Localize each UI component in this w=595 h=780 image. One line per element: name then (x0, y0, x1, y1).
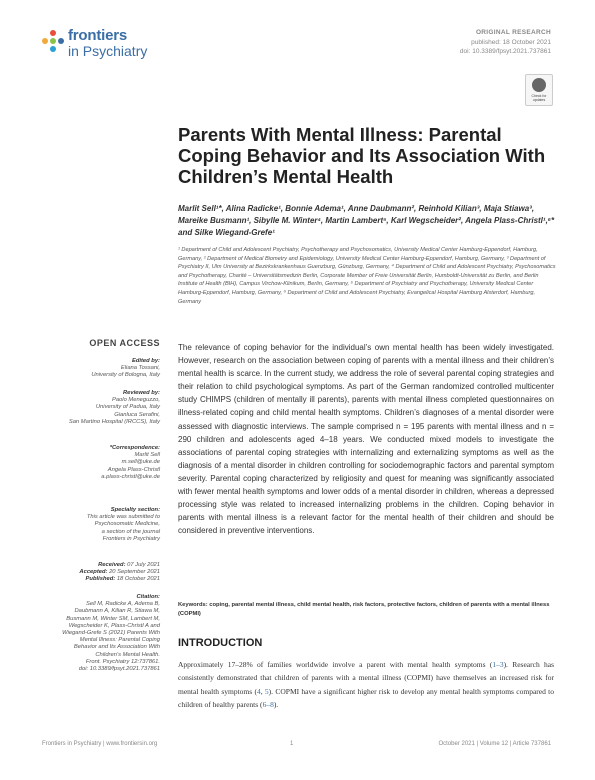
citation-link[interactable]: 1–3 (492, 660, 504, 669)
corr-1-name: Marlit Sell (134, 452, 160, 459)
correspondence-heading: *Correspondence: (109, 445, 160, 451)
editor-institution: University of Bologna, Italy (91, 372, 160, 379)
check-for-updates-button[interactable] (525, 74, 553, 106)
citation-line: Sell M, Radicke A, Adema B, (86, 601, 160, 608)
footer-journal[interactable]: Frontiers in Psychiatry | www.frontiersin.org (42, 741, 158, 747)
citation-line: Wegscheider K, Plass-Christl A and (68, 622, 160, 629)
editor-name: Eliana Tossani, (120, 365, 160, 372)
citation-link[interactable]: 6–8 (262, 700, 274, 710)
corr-1-email[interactable]: m.sell@uke.de (121, 459, 160, 466)
accepted-date: 20 September 2021 (109, 569, 160, 576)
specialty-line: Psychosomatic Medicine, (94, 521, 160, 528)
page-number: 1 (290, 741, 294, 747)
citation-line: Wiegand-Grefe S (2021) Parents With (62, 630, 160, 637)
reviewer-2-name: Gianluca Serafini, (114, 411, 160, 418)
citation-line: Behavior and Its Association With (73, 644, 160, 651)
citation (20, 594, 160, 673)
received-label: Received: (98, 562, 126, 568)
reviewer-1-name: Paolo Meneguzzo, (111, 397, 160, 404)
intro-text: , (260, 686, 265, 696)
citation-line: Busmann M, Winter SM, Lambert M, (66, 615, 160, 622)
intro-text: Approximately 17–28% of families worldwide involve a parent with mental health symptoms ( (178, 660, 493, 669)
citation-line: Daubmann A, Kilian R, Stiawa M, (74, 608, 160, 615)
keywords: Keywords: coping, parental mental illness, child mental health, risk factors, protective factors, children of parents with a mental illness (COPMI) (178, 602, 550, 617)
reviewer-1-institution: University of Padua, Italy (95, 404, 160, 411)
logo-text-frontiers: frontiers (68, 27, 128, 44)
reviewer-2-institution: San Martino Hospital (IRCCS), Italy (68, 418, 160, 425)
footer-issue: October 2021 | Volume 12 | Article 737861 (438, 741, 551, 747)
article-title: Parents With Mental Illness: Parental Coping Behavior and Its Association With Children’s Mental Health (178, 124, 546, 187)
specialty-line: This article was submitted to (86, 514, 160, 521)
author-list: Marlit Sell¹*, Alina Radicke¹, Bonnie Adema¹, Anne Daubmann², Reinhold Kilian³, Maja Stiawa³, Mareike Busmann¹, Sibylle M. Winter⁴, Martin Lambert⁵, Karl Wegscheider², Angela Plass-Christl¹,⁶* and Silke Wiegand-Grefe¹ (178, 204, 555, 237)
edited-by-heading: Edited by: (131, 358, 160, 364)
abstract: The relevance of coping behavior for the individual’s own mental health has been widely investigated. However, research on the association between coping of parents with a mental illness and their children’s mental health is scarce. In the current study, we address the role of several parental coping strategies and their relation to child psychological symptoms. As part of the German randomized controlled multicenter study CHIMPS (children of mentally ill parents), parents with mental illness completed questionnaires on illness-related coping and child mental health symptoms. Children’s diagnoses of a mental disorder were assessed with diagnostic interviews. The sample comprised n = 195 parents with mental illness and n = 290 children and adolescents aged 4–18 years. We conducted mixed models to investigate the associations of parental coping strategies with internalizing and externalizing symptoms as well as the diagnosis of a mental disorder in children controlling for sociodemographic factors and parental symptom severity. Parental coping characterized by religiosity and quest for meaning was significantly associated with fewer mental health symptoms and lower odds of a mental disorder in children, whereas a depressed processing style was related to increased internalizing problems in the children. Coping behavior in parents with mental illness is a relevant factor for the mental health of their children and should be considered in preventive interventions. (178, 343, 554, 536)
citation-line: Mental Illness: Parental Coping (79, 637, 160, 644)
specialty-heading: Specialty section: (110, 507, 160, 513)
updates-icon (532, 78, 546, 92)
intro-text: ). Research has consistently demonstrated that children of parents with a mental illness (COPMI) have themselves an increased risk for mental health symptoms ( (178, 660, 554, 696)
citation-heading: Citation: (136, 594, 160, 600)
article-type: ORIGINAL RESEARCH (475, 29, 551, 36)
accepted-label: Accepted: (79, 569, 108, 576)
dates (20, 562, 160, 584)
logo-text-journal: in Psychiatry (68, 43, 148, 59)
introduction-paragraph (178, 658, 554, 712)
intro-text: ). (273, 700, 279, 710)
published-date: published: 18 October 2021 (471, 39, 551, 46)
correspondence (20, 445, 160, 481)
published-value: 18 October 2021 (116, 576, 160, 583)
open-access-label: OPEN ACCESS (89, 338, 160, 348)
journal-logo (42, 28, 192, 68)
corr-2-name: Angela Plass-Christl (107, 466, 160, 473)
reviewed-by (20, 390, 160, 426)
section-heading-introduction: INTRODUCTION (178, 637, 263, 649)
received-date: 07 July 2021 (127, 562, 160, 568)
edited-by (20, 358, 160, 380)
reviewed-by-heading: Reviewed by: (122, 390, 160, 396)
specialty-line: a section of the journal (101, 528, 160, 535)
citation-link[interactable]: 5 (264, 686, 269, 696)
affiliations: ¹ Department of Child and Adolescent Psychiatry, Psychotherapy and Psychosomatics, University Medical Center Hamburg-Eppendorf, Hamburg, Germany, ² Department of Medical Biometry and Epidemiology, University Medical Center Hamburg-Eppendorf, Hamburg, Germany, ³ Department of Psychiatry II, Ulm University at Bezirkskrankenhaus Guenzburg, Günzburg, Germany, ⁴ Department of Child and Adolescent Psychiatry, Psychosomatics and Psychotherapy, Charité – Universitätsmedizin Berlin, Corporate Member of Freie Universität Berlin, Humboldt-Universität zu Berlin, and Berlin Institute of Health (BIH), Campus Virchow-Klinikum, Berlin, Germany, ⁵ Department of Psychiatry and Psychotherapy, University Medical Center Hamburg-Eppendorf, Hamburg, Germany, ⁶ Department of Child and Adolescent Psychiatry, Evangelical Hospital Hamburg Alsterdorf, Hamburg, Germany (178, 247, 556, 305)
intro-text: ). COPMI have a significant higher risk to develop any mental health symptoms compared to children of healthy parents ( (178, 686, 554, 710)
specialty-section (20, 507, 160, 543)
citation-link[interactable]: 4 (256, 686, 261, 696)
doi-link[interactable]: doi: 10.3389/fpsyt.2021.737861 (459, 48, 551, 55)
corr-2-email[interactable]: a.plass-christl@uke.de (101, 473, 160, 480)
citation-line: Front. Psychiatry 12:737861. (85, 658, 160, 665)
citation-line: Children’s Mental Health. (95, 651, 160, 658)
citation-line[interactable]: doi: 10.3389/fpsyt.2021.737861 (78, 666, 160, 673)
updates-label: Check for updates (531, 94, 547, 102)
frontiers-logo-icon (42, 30, 64, 52)
specialty-line: Frontiers in Psychiatry (102, 535, 160, 542)
published-label: Published: (85, 576, 116, 583)
